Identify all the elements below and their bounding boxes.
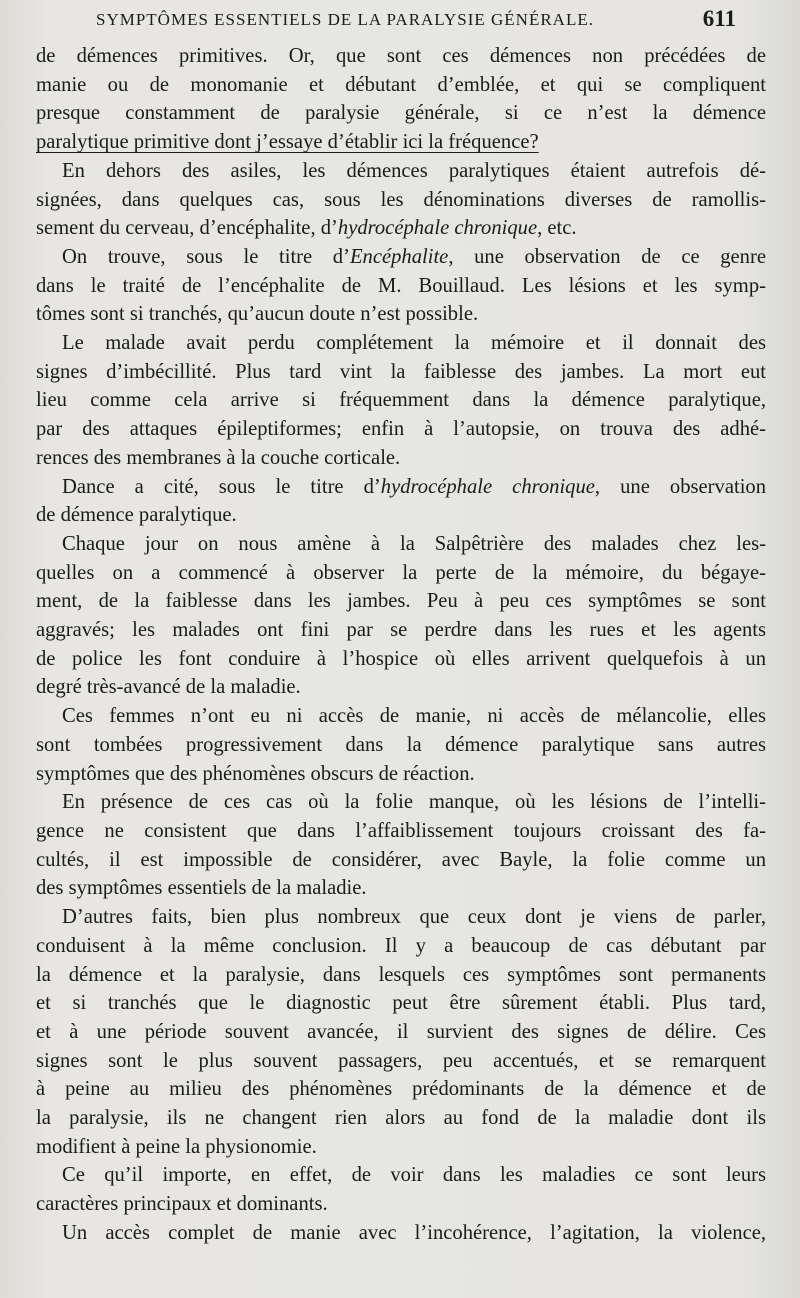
- text-line: Dance a cité, sous le titre d’hydrocéphale chronique, une observation: [62, 475, 767, 498]
- paragraph: [36, 473, 766, 530]
- text-line: aggravés; les malades ont fini par se perdre dans les rues et les agents: [36, 619, 766, 642]
- text-line: symptômes que des phénomènes obscurs de réaction.: [36, 762, 475, 785]
- text-line: dans le traité de l’encéphalite de M. Bouillaud. Les lésions et les symp-: [36, 274, 766, 297]
- running-title: SYMPTÔMES ESSENTIELS DE LA PARALYSIE GÉNÉRALE.: [96, 10, 594, 29]
- text-line: signées, dans quelques cas, sous les dénominations diverses de ramollis-: [36, 188, 766, 211]
- text-line: caractères principaux et dominants.: [36, 1193, 328, 1216]
- text-line: la démence et la paralysie, dans lesquels ces symptômes sont permanents: [36, 963, 766, 986]
- text-line: rences des membranes à la couche corticale.: [36, 446, 401, 469]
- text-line: gence ne consistent que dans l’affaiblissement toujours croissant des fa-: [36, 819, 766, 842]
- text-line: par des attaques épileptiformes; enfin à l’autopsie, on trouva des adhé-: [36, 418, 766, 441]
- text-line: Le malade avait perdu complétement la mémoire et il donnait des: [62, 332, 766, 355]
- text-line: sement du cerveau, d’encéphalite, d’hydrocéphale chronique, etc.: [36, 217, 577, 240]
- text-line: cultés, il est impossible de considérer, avec Bayle, la folie comme un: [36, 848, 766, 871]
- paragraph: [36, 243, 766, 329]
- page-header: [96, 6, 736, 34]
- text-line: manie ou de monomanie et débutant d’emblée, et qui se compliquent: [36, 73, 766, 96]
- text-line: tômes sont si tranchés, qu’aucun doute n’est possible.: [36, 303, 479, 326]
- text-line: signes sont le plus souvent passagers, peu accentués, et se remarquent: [36, 1049, 766, 1072]
- text-line: et à une période souvent avancée, il survient des signes de délire. Ces: [36, 1020, 766, 1043]
- text-line: conduisent à la même conclusion. Il y a beaucoup de cas débutant par: [36, 934, 766, 957]
- text-line: de police les font conduire à l’hospice où elles arrivent quelquefois à un: [36, 647, 766, 670]
- paragraph: [36, 903, 766, 1161]
- text-line: et si tranchés que le diagnostic peut être sûrement établi. Plus tard,: [36, 992, 766, 1015]
- paragraph: [36, 329, 766, 473]
- paragraph: [36, 530, 766, 702]
- text-line: à peine au milieu des phénomènes prédominants de la démence et de: [36, 1078, 766, 1101]
- body-text: [36, 42, 766, 1248]
- text-line: la paralysie, ils ne changent rien alors au fond de la maladie dont ils: [36, 1107, 766, 1130]
- text-line: ment, de la faiblesse dans les jambes. Peu à peu ces symptômes se sont: [36, 590, 766, 613]
- page-number: 611: [702, 6, 736, 31]
- text-line: Chaque jour on nous amène à la Salpêtrière des malades chez les-: [62, 532, 766, 555]
- paragraph: [36, 42, 766, 157]
- text-line: signes d’imbécillité. Plus tard vint la faiblesse des jambes. La mort eut: [36, 360, 766, 383]
- text-line: quelles on a commencé à observer la perte de la mémoire, du bégaye-: [36, 561, 766, 584]
- paragraph: [36, 788, 766, 903]
- text-line: paralytique primitive dont j’essaye d’établir ici la fréquence?: [36, 131, 539, 154]
- paragraph: [36, 1161, 766, 1218]
- paragraph: [36, 1219, 766, 1248]
- text-line: En dehors des asiles, les démences paralytiques étaient autrefois dé-: [62, 159, 766, 182]
- paragraph: [36, 157, 766, 243]
- text-line: En présence de ces cas où la folie manque, où les lésions de l’intelli-: [62, 791, 766, 814]
- text-line: sont tombées progressivement dans la démence paralytique sans autres: [36, 733, 766, 756]
- text-line: On trouve, sous le titre d’Encéphalite, une observation de ce genre: [62, 245, 766, 268]
- text-line: Un accès complet de manie avec l’incohérence, l’agitation, la violence,: [62, 1221, 766, 1244]
- text-line: Ces femmes n’ont eu ni accès de manie, ni accès de mélancolie, elles: [62, 705, 766, 728]
- text-line: lieu comme cela arrive si fréquemment dans la démence paralytique,: [36, 389, 766, 412]
- text-line: Ce qu’il importe, en effet, de voir dans les maladies ce sont leurs: [62, 1164, 766, 1187]
- text-line: degré très-avancé de la maladie.: [36, 676, 301, 699]
- text-line: presque constamment de paralysie générale, si ce n’est la démence: [36, 102, 766, 125]
- text-line: des symptômes essentiels de la maladie.: [36, 877, 367, 900]
- text-line: D’autres faits, bien plus nombreux que ceux dont je viens de parler,: [62, 906, 766, 929]
- text-line: de démences primitives. Or, que sont ces démences non précédées de: [36, 45, 766, 67]
- paragraph: [36, 702, 766, 788]
- text-line: modifient à peine la physionomie.: [36, 1135, 317, 1158]
- text-line: de démence paralytique.: [36, 504, 237, 527]
